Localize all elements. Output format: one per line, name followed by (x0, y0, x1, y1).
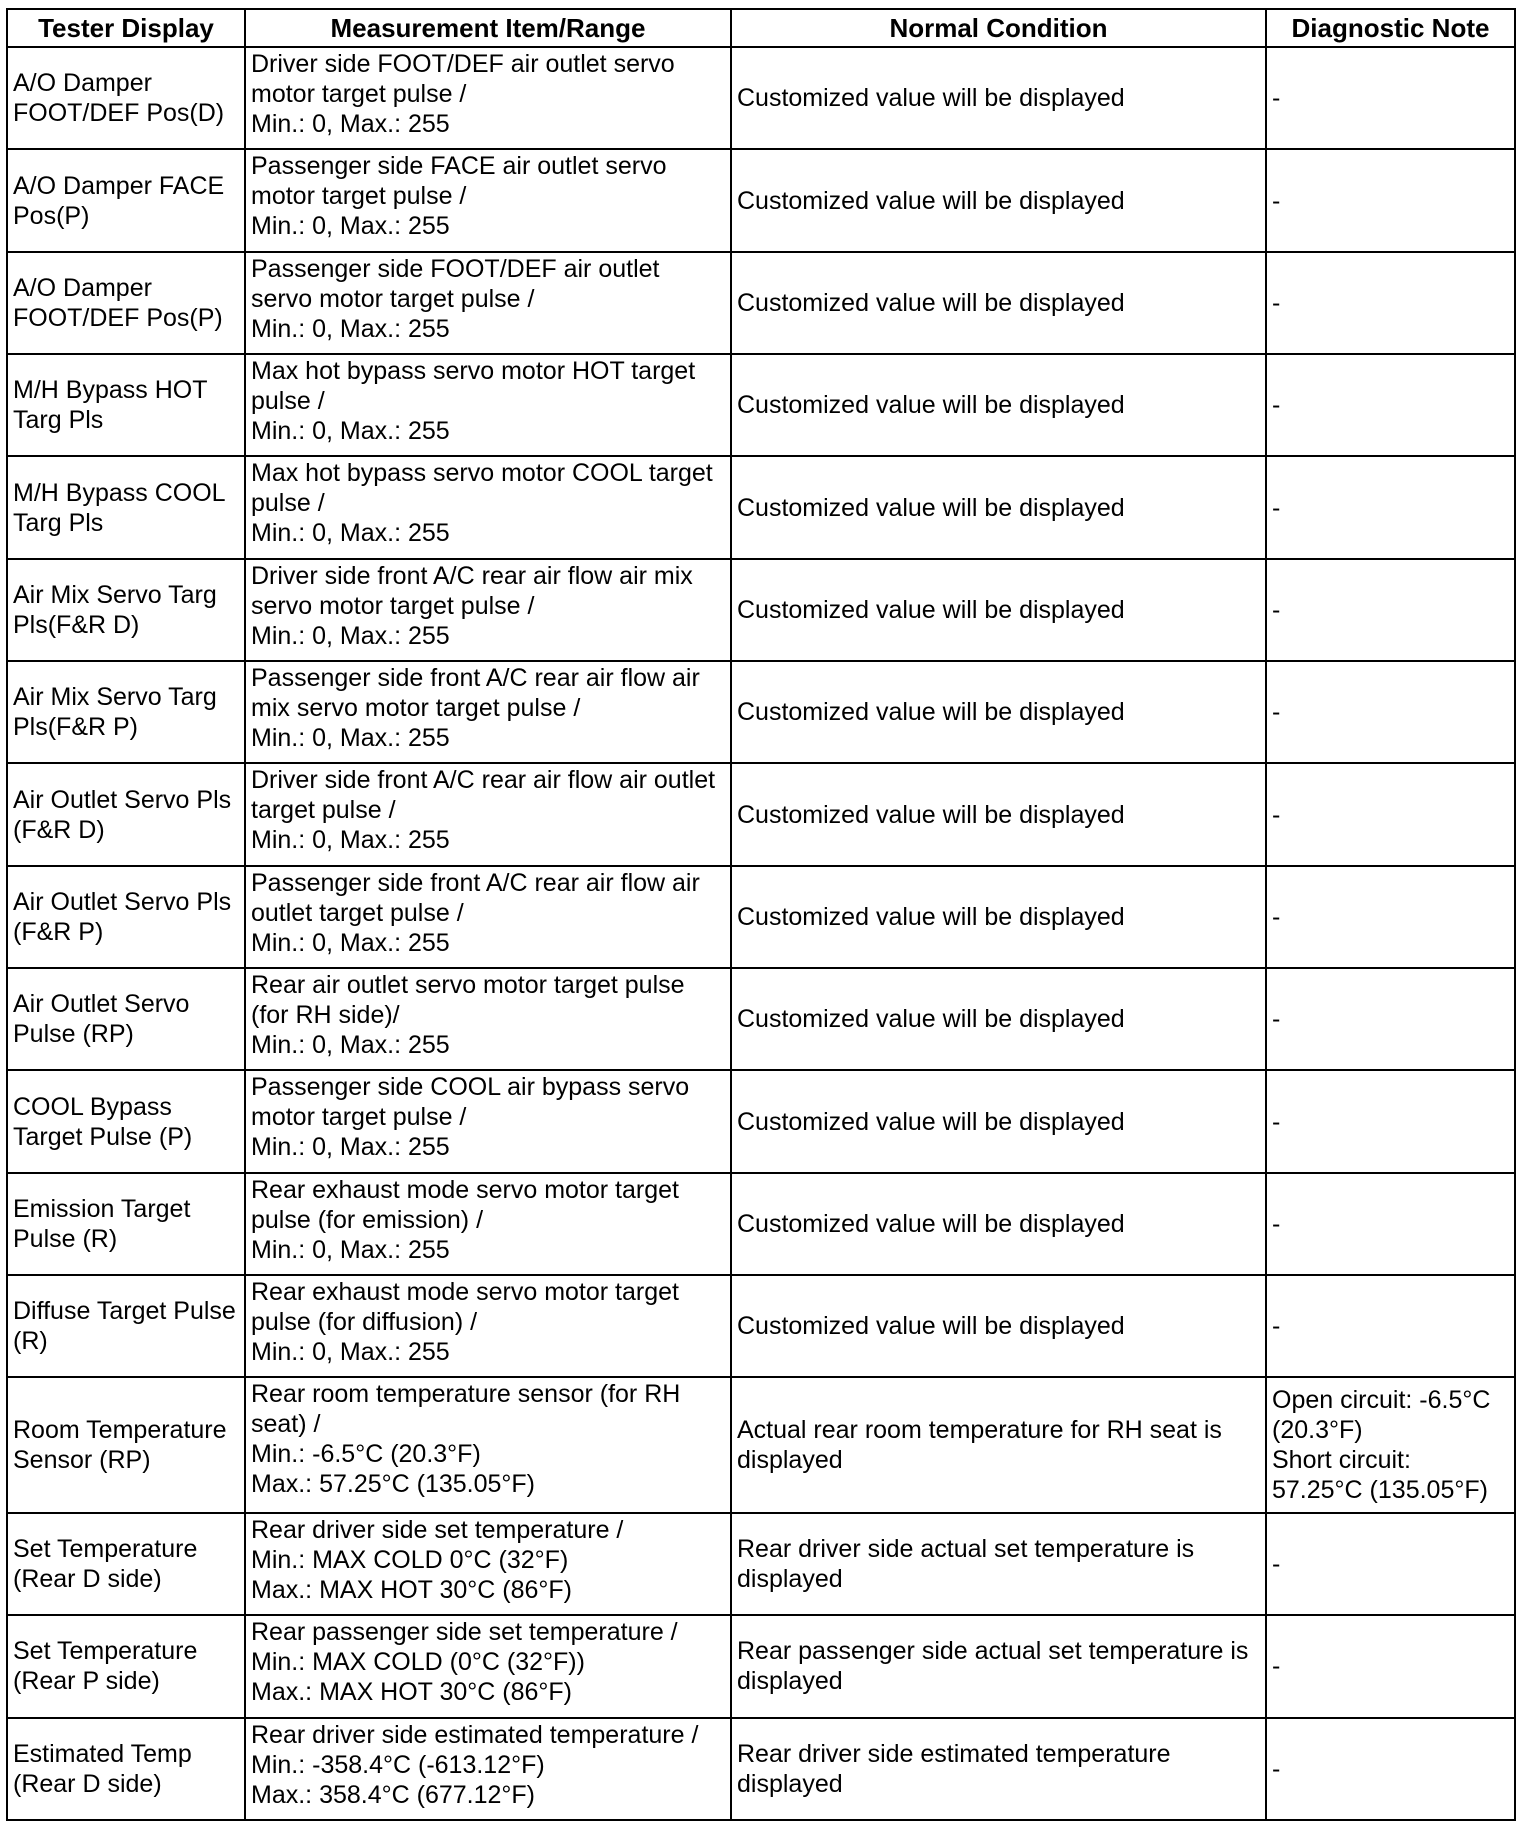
cell-diagnostic-note: - (1266, 866, 1515, 968)
table-row (7, 1070, 1515, 1172)
table-row (7, 763, 1515, 865)
cell-normal-condition: Customized value will be displayed (731, 1070, 1266, 1172)
cell-normal-condition: Customized value will be displayed (731, 763, 1266, 865)
table-row (7, 354, 1515, 456)
cell-normal-condition: Customized value will be displayed (731, 149, 1266, 251)
cell-normal-condition: Customized value will be displayed (731, 456, 1266, 558)
diagnostic-data-table (6, 8, 1516, 1821)
cell-tester-display: Air Outlet Servo Pls (F&R D) (7, 763, 245, 865)
cell-diagnostic-note: - (1266, 1173, 1515, 1275)
cell-normal-condition: Customized value will be displayed (731, 866, 1266, 968)
cell-measurement-range: Passenger side front A/C rear air flow air outlet target pulse / Min.: 0, Max.: 255 (245, 866, 731, 968)
cell-tester-display: Diffuse Target Pulse (R) (7, 1275, 245, 1377)
cell-diagnostic-note: - (1266, 968, 1515, 1070)
cell-normal-condition: Customized value will be displayed (731, 47, 1266, 149)
cell-normal-condition: Customized value will be displayed (731, 661, 1266, 763)
header-measurement-item: Measurement Item/Range (245, 9, 731, 47)
cell-normal-condition: Customized value will be displayed (731, 559, 1266, 661)
cell-diagnostic-note: - (1266, 354, 1515, 456)
cell-measurement-range: Passenger side FOOT/DEF air outlet servo motor target pulse / Min.: 0, Max.: 255 (245, 252, 731, 354)
table-row (7, 968, 1515, 1070)
cell-tester-display: Air Mix Servo Targ Pls(F&R D) (7, 559, 245, 661)
cell-diagnostic-note: - (1266, 47, 1515, 149)
table-row (7, 1275, 1515, 1377)
cell-tester-display: COOL Bypass Target Pulse (P) (7, 1070, 245, 1172)
table-row (7, 1377, 1515, 1512)
header-tester-display: Tester Display (7, 9, 245, 47)
cell-normal-condition: Rear driver side actual set temperature is displayed (731, 1513, 1266, 1615)
table-row (7, 866, 1515, 968)
header-normal-condition: Normal Condition (731, 9, 1266, 47)
table-row (7, 149, 1515, 251)
cell-normal-condition: Rear passenger side actual set temperature is displayed (731, 1615, 1266, 1717)
cell-tester-display: Room Temperature Sensor (RP) (7, 1377, 245, 1512)
table-row (7, 1615, 1515, 1717)
cell-diagnostic-note: - (1266, 1275, 1515, 1377)
cell-normal-condition: Customized value will be displayed (731, 968, 1266, 1070)
cell-diagnostic-note: - (1266, 252, 1515, 354)
cell-tester-display: A/O Damper FACE Pos(P) (7, 149, 245, 251)
cell-tester-display: Set Temperature (Rear P side) (7, 1615, 245, 1717)
cell-measurement-range: Driver side front A/C rear air flow air mix servo motor target pulse / Min.: 0, Max.: 255 (245, 559, 731, 661)
table-row (7, 252, 1515, 354)
cell-measurement-range: Rear air outlet servo motor target pulse (for RH side)/ Min.: 0, Max.: 255 (245, 968, 731, 1070)
cell-tester-display: Emission Target Pulse (R) (7, 1173, 245, 1275)
cell-measurement-range: Rear room temperature sensor (for RH seat) / Min.: -6.5°C (20.3°F) Max.: 57.25°C (135.05°F) (245, 1377, 731, 1512)
cell-diagnostic-note: - (1266, 559, 1515, 661)
cell-measurement-range: Passenger side front A/C rear air flow air mix servo motor target pulse / Min.: 0, Max.: 255 (245, 661, 731, 763)
table-row (7, 1173, 1515, 1275)
header-diagnostic-note: Diagnostic Note (1266, 9, 1515, 47)
table-row (7, 661, 1515, 763)
cell-normal-condition: Actual rear room temperature for RH seat is displayed (731, 1377, 1266, 1512)
cell-normal-condition: Customized value will be displayed (731, 1275, 1266, 1377)
cell-normal-condition: Rear driver side estimated temperature displayed (731, 1718, 1266, 1820)
cell-diagnostic-note: - (1266, 1615, 1515, 1717)
cell-measurement-range: Passenger side COOL air bypass servo motor target pulse / Min.: 0, Max.: 255 (245, 1070, 731, 1172)
table-header-row (7, 9, 1515, 47)
cell-tester-display: Air Outlet Servo Pls (F&R P) (7, 866, 245, 968)
cell-tester-display: Air Outlet Servo Pulse (RP) (7, 968, 245, 1070)
cell-measurement-range: Rear exhaust mode servo motor target pulse (for emission) / Min.: 0, Max.: 255 (245, 1173, 731, 1275)
cell-diagnostic-note: - (1266, 149, 1515, 251)
cell-measurement-range: Driver side front A/C rear air flow air outlet target pulse / Min.: 0, Max.: 255 (245, 763, 731, 865)
cell-tester-display: M/H Bypass COOL Targ Pls (7, 456, 245, 558)
table-row (7, 1513, 1515, 1615)
cell-tester-display: Air Mix Servo Targ Pls(F&R P) (7, 661, 245, 763)
cell-diagnostic-note: - (1266, 1070, 1515, 1172)
table-row (7, 559, 1515, 661)
cell-tester-display: M/H Bypass HOT Targ Pls (7, 354, 245, 456)
cell-normal-condition: Customized value will be displayed (731, 252, 1266, 354)
cell-measurement-range: Max hot bypass servo motor HOT target pulse / Min.: 0, Max.: 255 (245, 354, 731, 456)
cell-measurement-range: Passenger side FACE air outlet servo motor target pulse / Min.: 0, Max.: 255 (245, 149, 731, 251)
cell-diagnostic-note: - (1266, 1513, 1515, 1615)
cell-tester-display: A/O Damper FOOT/DEF Pos(P) (7, 252, 245, 354)
cell-tester-display: Set Temperature (Rear D side) (7, 1513, 245, 1615)
cell-diagnostic-note: - (1266, 1718, 1515, 1820)
cell-tester-display: A/O Damper FOOT/DEF Pos(D) (7, 47, 245, 149)
cell-diagnostic-note: - (1266, 763, 1515, 865)
cell-measurement-range: Rear driver side estimated temperature / Min.: -358.4°C (-613.12°F) Max.: 358.4°C (677.12°F) (245, 1718, 731, 1820)
cell-measurement-range: Rear passenger side set temperature / Min.: MAX COLD (0°C (32°F)) Max.: MAX HOT 30°C (86°F) (245, 1615, 731, 1717)
cell-diagnostic-note: Open circuit: -6.5°C (20.3°F) Short circuit: 57.25°C (135.05°F) (1266, 1377, 1515, 1512)
cell-measurement-range: Driver side FOOT/DEF air outlet servo motor target pulse / Min.: 0, Max.: 255 (245, 47, 731, 149)
cell-tester-display: Estimated Temp (Rear D side) (7, 1718, 245, 1820)
cell-measurement-range: Rear exhaust mode servo motor target pulse (for diffusion) / Min.: 0, Max.: 255 (245, 1275, 731, 1377)
cell-diagnostic-note: - (1266, 661, 1515, 763)
cell-measurement-range: Max hot bypass servo motor COOL target pulse / Min.: 0, Max.: 255 (245, 456, 731, 558)
cell-measurement-range: Rear driver side set temperature / Min.: MAX COLD 0°C (32°F) Max.: MAX HOT 30°C (86°F) (245, 1513, 731, 1615)
table-row (7, 47, 1515, 149)
table-row (7, 1718, 1515, 1820)
cell-normal-condition: Customized value will be displayed (731, 1173, 1266, 1275)
cell-diagnostic-note: - (1266, 456, 1515, 558)
table-row (7, 456, 1515, 558)
cell-normal-condition: Customized value will be displayed (731, 354, 1266, 456)
